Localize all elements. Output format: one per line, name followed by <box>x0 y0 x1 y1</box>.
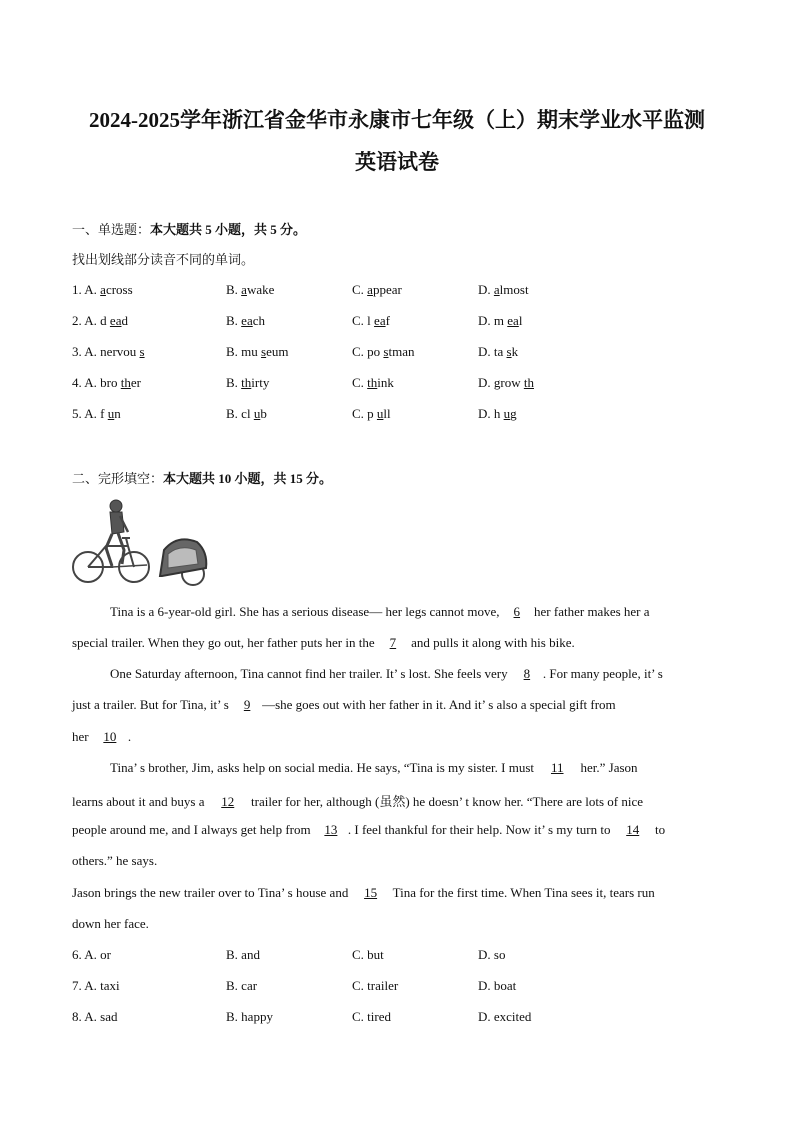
option-label: 1. A. <box>72 282 101 297</box>
passage-line-4: just a trailer. But for Tina, it’ s 9 —she goes out with her father in it. And it’ s also a special gift from <box>72 697 616 712</box>
q6-option-d: D. so <box>478 947 506 962</box>
word-part: ch <box>252 313 265 328</box>
blank-7: 7 <box>389 635 397 650</box>
blank-6: 6 <box>513 604 521 619</box>
underlined-part: u <box>376 406 384 421</box>
q5-option-b <box>226 406 267 422</box>
q2-option-c <box>352 313 390 329</box>
q4-option-a <box>72 375 141 391</box>
option-label: B. <box>226 344 242 359</box>
blank-9: 9 <box>243 697 251 712</box>
word-part: cl <box>241 406 254 421</box>
word-part: mu <box>241 344 262 359</box>
option-label: C. <box>352 406 368 421</box>
option-label: B. <box>226 313 242 328</box>
underlined-part: u <box>107 406 115 421</box>
option-label: B. <box>226 375 242 390</box>
section1-heading-bold: 本大题共 5 小题，共 5 分。 <box>150 222 307 237</box>
underlined-part: s <box>261 344 267 359</box>
q8-option-b: B. happy <box>226 1009 273 1024</box>
q5-option-d <box>478 406 517 422</box>
option-label: D. <box>478 282 494 297</box>
q4-option-c <box>352 375 394 391</box>
word-part: ink <box>377 375 394 390</box>
q5-option-a <box>72 406 121 422</box>
underlined-part: th <box>367 375 378 390</box>
passage-line-7: learns about it and buys a 12 trailer for her, although (虽然) he doesn’ t know her. “There are lots of nice <box>72 794 643 809</box>
underlined-part: ea <box>241 313 253 328</box>
underlined-part: s <box>506 344 512 359</box>
underlined-part: ea <box>374 313 386 328</box>
underlined-part: a <box>241 282 247 297</box>
option-label: 3. A. <box>72 344 101 359</box>
exam-subtitle: 英语试卷 <box>355 150 439 174</box>
word-part: h <box>493 406 504 421</box>
q3-option-d <box>478 344 518 360</box>
option-label: B. <box>226 282 242 297</box>
q3-option-c <box>352 344 414 360</box>
underlined-part: th <box>241 375 252 390</box>
section2-heading-prefix: 二、完形填空： <box>72 471 164 486</box>
q6-option-c: C. but <box>352 947 384 962</box>
word-part: lmost <box>499 282 529 297</box>
word-part: wake <box>246 282 275 297</box>
rider-body <box>110 512 124 534</box>
option-label: 5. A. <box>72 406 101 421</box>
option-label: D. <box>478 313 494 328</box>
word-part: d <box>121 313 128 328</box>
section1-heading <box>72 219 306 238</box>
passage-line-9: others.” he says. <box>72 853 158 868</box>
q6-option-a: 6. A. or <box>72 947 111 962</box>
q1-option-c <box>352 282 402 298</box>
q7-option-b: B. car <box>226 978 258 993</box>
bike-trailer-illustration <box>72 498 212 590</box>
word-part: grow <box>493 375 524 390</box>
option-label: D. <box>478 375 494 390</box>
option-label: D. <box>478 344 494 359</box>
q7-option-c: C. trailer <box>352 978 399 993</box>
section1-heading-prefix: 一、单选题： <box>72 222 151 237</box>
word-part: k <box>511 344 519 359</box>
word-part: irty <box>251 375 270 390</box>
passage-line-11: down her face. <box>72 916 149 931</box>
underlined-part: u <box>503 406 511 421</box>
underlined-part: a <box>100 282 106 297</box>
option-label: C. <box>352 313 368 328</box>
underlined-part: th <box>523 375 534 390</box>
blank-15: 15 <box>364 885 378 900</box>
word-part: m <box>493 313 508 328</box>
word-part: ta <box>493 344 507 359</box>
word-part: nervou <box>100 344 140 359</box>
word-part: ll <box>383 406 391 421</box>
option-label: C. <box>352 282 368 297</box>
underlined-part: u <box>253 406 261 421</box>
word-part: f <box>100 406 108 421</box>
underlined-part: s <box>383 344 389 359</box>
q7-option-d: D. boat <box>478 978 517 993</box>
q1-option-b <box>226 282 274 298</box>
option-label: 4. A. <box>72 375 101 390</box>
word-part: bro <box>100 375 121 390</box>
section2-heading-bold: 本大题共 10 小题，共 15 分。 <box>163 471 333 486</box>
q1-option-d <box>478 282 529 298</box>
option-label: C. <box>352 344 368 359</box>
q5-option-c <box>352 406 391 422</box>
q3-option-a <box>72 344 145 360</box>
q6-option-b: B. and <box>226 947 260 962</box>
word-part: g <box>510 406 517 421</box>
blank-10: 10 <box>103 729 117 744</box>
word-part: p <box>367 406 377 421</box>
q8-option-d: D. excited <box>478 1009 532 1024</box>
word-part: eum <box>266 344 289 359</box>
word-part: l <box>518 313 523 328</box>
word-part: er <box>130 375 141 390</box>
option-label: C. <box>352 375 368 390</box>
passage-line-3: One Saturday afternoon, Tina cannot find her trailer. It’ s lost. She feels very 8 . For many people, it’ s <box>110 666 663 681</box>
q3-option-b <box>226 344 289 360</box>
passage-line-10: Jason brings the new trailer over to Tina’ s house and 15 Tina for the first time. When Tina sees it, tears run <box>72 885 655 900</box>
rider-head <box>110 500 122 512</box>
underlined-part: ea <box>507 313 519 328</box>
q4-option-d <box>478 375 534 391</box>
underlined-part: ea <box>109 313 122 328</box>
underlined-part: s <box>139 344 145 359</box>
word-part: tman <box>388 344 415 359</box>
q4-option-b <box>226 375 269 391</box>
word-part: b <box>260 406 267 421</box>
blank-12: 12 <box>221 794 235 809</box>
passage-line-8: people around me, and I always get help from 13 . I feel thankful for their help. Now it’ s my turn to 14 to <box>72 822 666 837</box>
word-part: ppear <box>372 282 402 297</box>
word-part: po <box>367 344 384 359</box>
section2-heading <box>72 468 332 487</box>
blank-14: 14 <box>626 822 640 837</box>
q2-option-d <box>478 313 522 329</box>
passage-line-6: Tina’ s brother, Jim, asks help on social media. He says, “Tina is my sister. I must 11 her.” Jason <box>110 760 638 775</box>
q8-option-a: 8. A. sad <box>72 1009 118 1024</box>
q2-option-b <box>226 313 265 329</box>
passage-line-5: her 10 . <box>72 729 132 744</box>
blank-8: 8 <box>523 666 531 681</box>
section1-instruction: 找出划线部分读音不同的单词。 <box>72 252 255 267</box>
blank-13: 13 <box>324 822 338 837</box>
option-label: 2. A. <box>72 313 101 328</box>
passage-line-1: Tina is a 6-year-old girl. She has a serious disease— her legs cannot move, 6 her father makes her a <box>110 604 650 619</box>
word-part: n <box>114 406 121 421</box>
q1-option-a <box>72 282 133 298</box>
word-part: cross <box>105 282 133 297</box>
q8-option-c: C. tired <box>352 1009 391 1024</box>
underlined-part: th <box>120 375 131 390</box>
option-label: D. <box>478 406 494 421</box>
q2-option-a <box>72 313 128 329</box>
blank-11: 11 <box>550 760 564 775</box>
word-part: d <box>100 313 110 328</box>
exam-title: 2024-2025学年浙江省金华市永康市七年级（上）期末学业水平监测 <box>89 108 705 132</box>
passage-line-2: special trailer. When they go out, her father puts her in the 7 and pulls it along with his bike. <box>72 635 575 650</box>
word-part: l <box>367 313 375 328</box>
underlined-part: a <box>493 282 500 297</box>
option-label: B. <box>226 406 242 421</box>
q7-option-a: 7. A. taxi <box>72 978 120 993</box>
underlined-part: a <box>367 282 373 297</box>
word-part: f <box>385 313 390 328</box>
